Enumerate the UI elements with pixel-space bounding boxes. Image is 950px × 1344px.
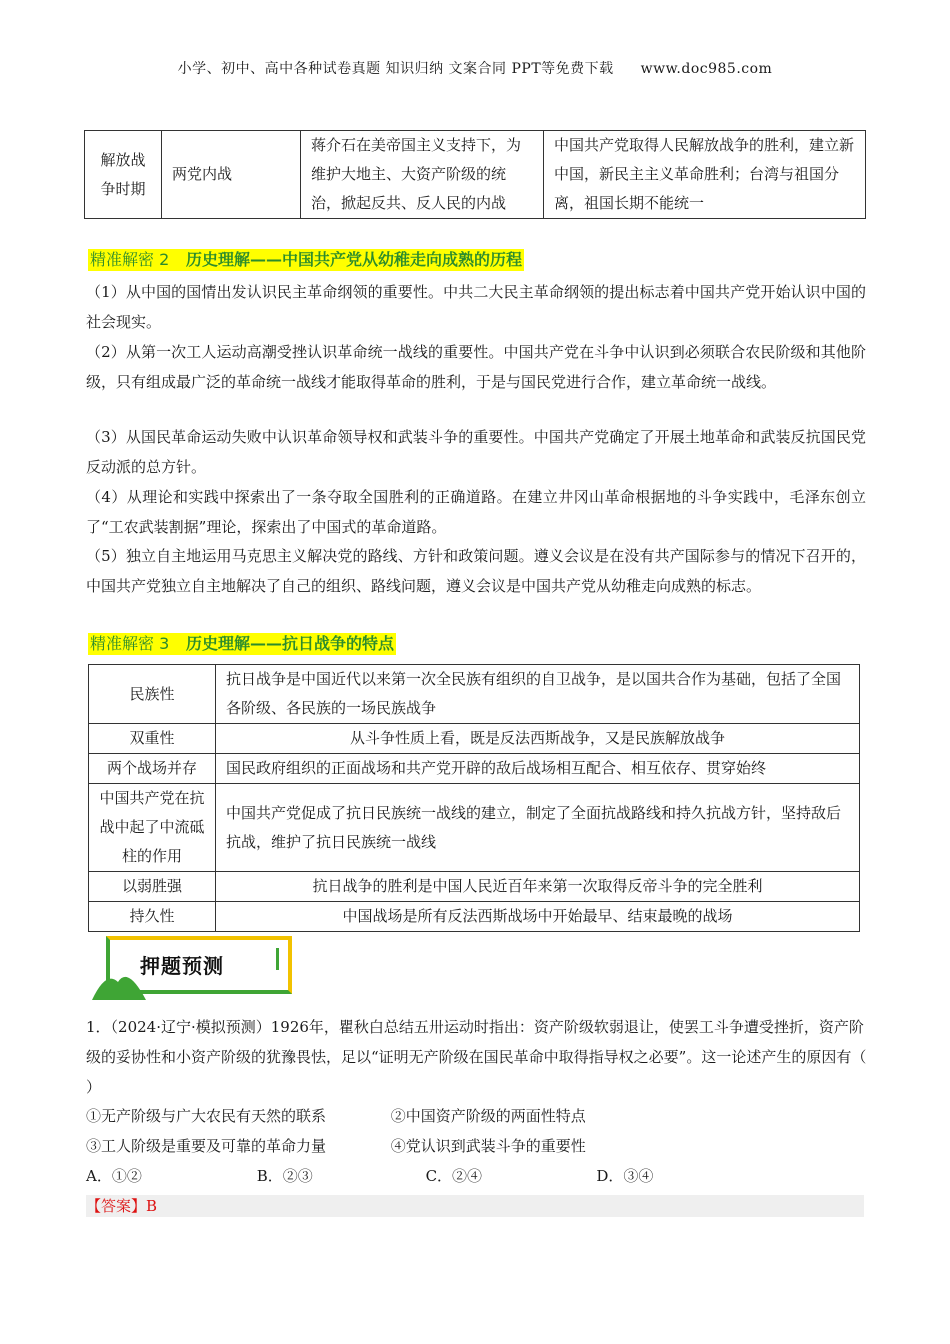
- paragraph: （5）独立自主地运用马克思主义解决党的路线、方针和政策问题。遵义会议是在没有共产国际参与的情况下召开的，中国共产党独立自主地解决了自己的组织、路线问题，遵义会议是中国共产党从幼稚走向成熟的标志。: [86, 547, 866, 595]
- table-row: [89, 902, 860, 932]
- paragraph: （2）从第一次工人运动高潮受挫认识革命统一战线的重要性。中国共产党在斗争中认识到必须联合农民阶级和其他阶级，只有组成最广泛的革命统一战线才能取得革命的胜利，于是与国民党进行合作，建立革命统一战线。: [86, 343, 866, 391]
- prediction-badge: [92, 936, 296, 1000]
- choices-row: [86, 1161, 653, 1191]
- page-header: [0, 58, 950, 78]
- result-cell: 中国共产党取得人民解放战争的胜利，建立新中国，新民主主义革命胜利；台湾与祖国分离，祖国长期不能统一: [544, 131, 866, 219]
- period-cell: 解放战争时期: [85, 131, 162, 219]
- feature-name: 持久性: [89, 902, 216, 932]
- question-stem: 1．（2024·辽宁·模拟预测）1926年，瞿秋白总结五卅运动时指出：资产阶级软弱退让，使罢工斗争遭受挫折，资产阶级的妥协性和小资产阶级的犹豫畏怯，足以“证明无产阶级在国民革命中取得指导权之必要”。这一论述产生的原因有（ ）: [86, 1018, 867, 1096]
- section-2-title: [88, 249, 524, 271]
- feature-desc: 中国共产党促成了抗日民族统一战线的建立，制定了全面抗战路线和持久抗战方针，坚持敌后抗战，维护了抗日民族统一战线: [216, 784, 860, 872]
- paragraph: （4）从理论和实践中探索出了一条夺取全国胜利的正确道路。在建立井冈山革命根据地的斗争实践中，毛泽东创立了“工农武装割据”理论，探索出了中国式的革命道路。: [86, 488, 866, 536]
- choice-c[interactable]: C．②④: [425, 1167, 483, 1185]
- statement-row: [86, 1131, 586, 1161]
- section-3-heading: 历史理解——抗日战争的特点: [186, 634, 395, 653]
- choice-d[interactable]: D．③④: [596, 1167, 654, 1185]
- statement-item: ①无产阶级与广大农民有天然的联系: [86, 1107, 327, 1125]
- feature-name: 两个战场并存: [89, 754, 216, 784]
- table-row: [89, 665, 860, 724]
- section-2-heading: 历史理解——中国共产党从幼稚走向成熟的历程: [186, 250, 523, 269]
- statement-item: ④党认识到武装斗争的重要性: [390, 1137, 586, 1155]
- feature-desc: 国民政府组织的正面战场和共产党开辟的敌后战场相互配合、相互依存、贯穿始终: [216, 754, 860, 784]
- feature-name: 以弱胜强: [89, 872, 216, 902]
- paragraph: （1）从中国的国情出发认识民主革命纲领的重要性。中共二大民主革命纲领的提出标志着中国共产党开始认识中国的社会现实。: [86, 283, 866, 331]
- war-features-table: [88, 664, 860, 932]
- statement-row: [86, 1101, 586, 1131]
- statement-item: ③工人阶级是重要及可靠的革命力量: [86, 1137, 327, 1155]
- section-3-label: 精准解密 3: [90, 634, 170, 653]
- table-row: [89, 784, 860, 872]
- feature-name: 民族性: [89, 665, 216, 724]
- header-text: 小学、初中、高中各种试卷真题 知识归纳 文案合同 PPT等免费下载: [177, 61, 614, 77]
- feature-name: 中国共产党在抗战中起了中流砥柱的作用: [89, 784, 216, 872]
- statement-item: ②中国资产阶级的两面性特点: [390, 1107, 586, 1125]
- header-url[interactable]: www.doc985.com: [640, 61, 773, 77]
- table-row: [85, 131, 866, 219]
- feature-name: 双重性: [89, 724, 216, 754]
- feature-desc: 抗日战争的胜利是中国人民近百年来第一次取得反帝斗争的完全胜利: [216, 872, 860, 902]
- table-row: [89, 872, 860, 902]
- table-row: [89, 724, 860, 754]
- choice-a[interactable]: A．①②: [86, 1167, 142, 1185]
- section-3-title: [88, 633, 396, 655]
- section-2-label: 精准解密 2: [90, 250, 170, 269]
- event-cell: 两党内战: [162, 131, 301, 219]
- badge-tick: [276, 948, 279, 970]
- feature-desc: 中国战场是所有反法西斯战场中开始最早、结束最晚的战场: [216, 902, 860, 932]
- war-period-table: [84, 130, 866, 219]
- table-row: [89, 754, 860, 784]
- cause-cell: 蒋介石在美帝国主义支持下，为维护大地主、大资产阶级的统治，掀起反共、反人民的内战: [301, 131, 544, 219]
- choice-b[interactable]: B．②③: [256, 1167, 313, 1185]
- badge-text: 押题预测: [140, 954, 224, 978]
- answer-line: 【答案】B: [86, 1195, 864, 1217]
- feature-desc: 抗日战争是中国近代以来第一次全民族有组织的自卫战争，是以国共合作为基础，包括了全国各阶级、各民族的一场民族战争: [216, 665, 860, 724]
- feature-desc: 从斗争性质上看，既是反法西斯战争，又是民族解放战争: [216, 724, 860, 754]
- paragraph: （3）从国民革命运动失败中认识革命领导权和武装斗争的重要性。中国共产党确定了开展土地革命和武装反抗国民党反动派的总方针。: [86, 428, 866, 476]
